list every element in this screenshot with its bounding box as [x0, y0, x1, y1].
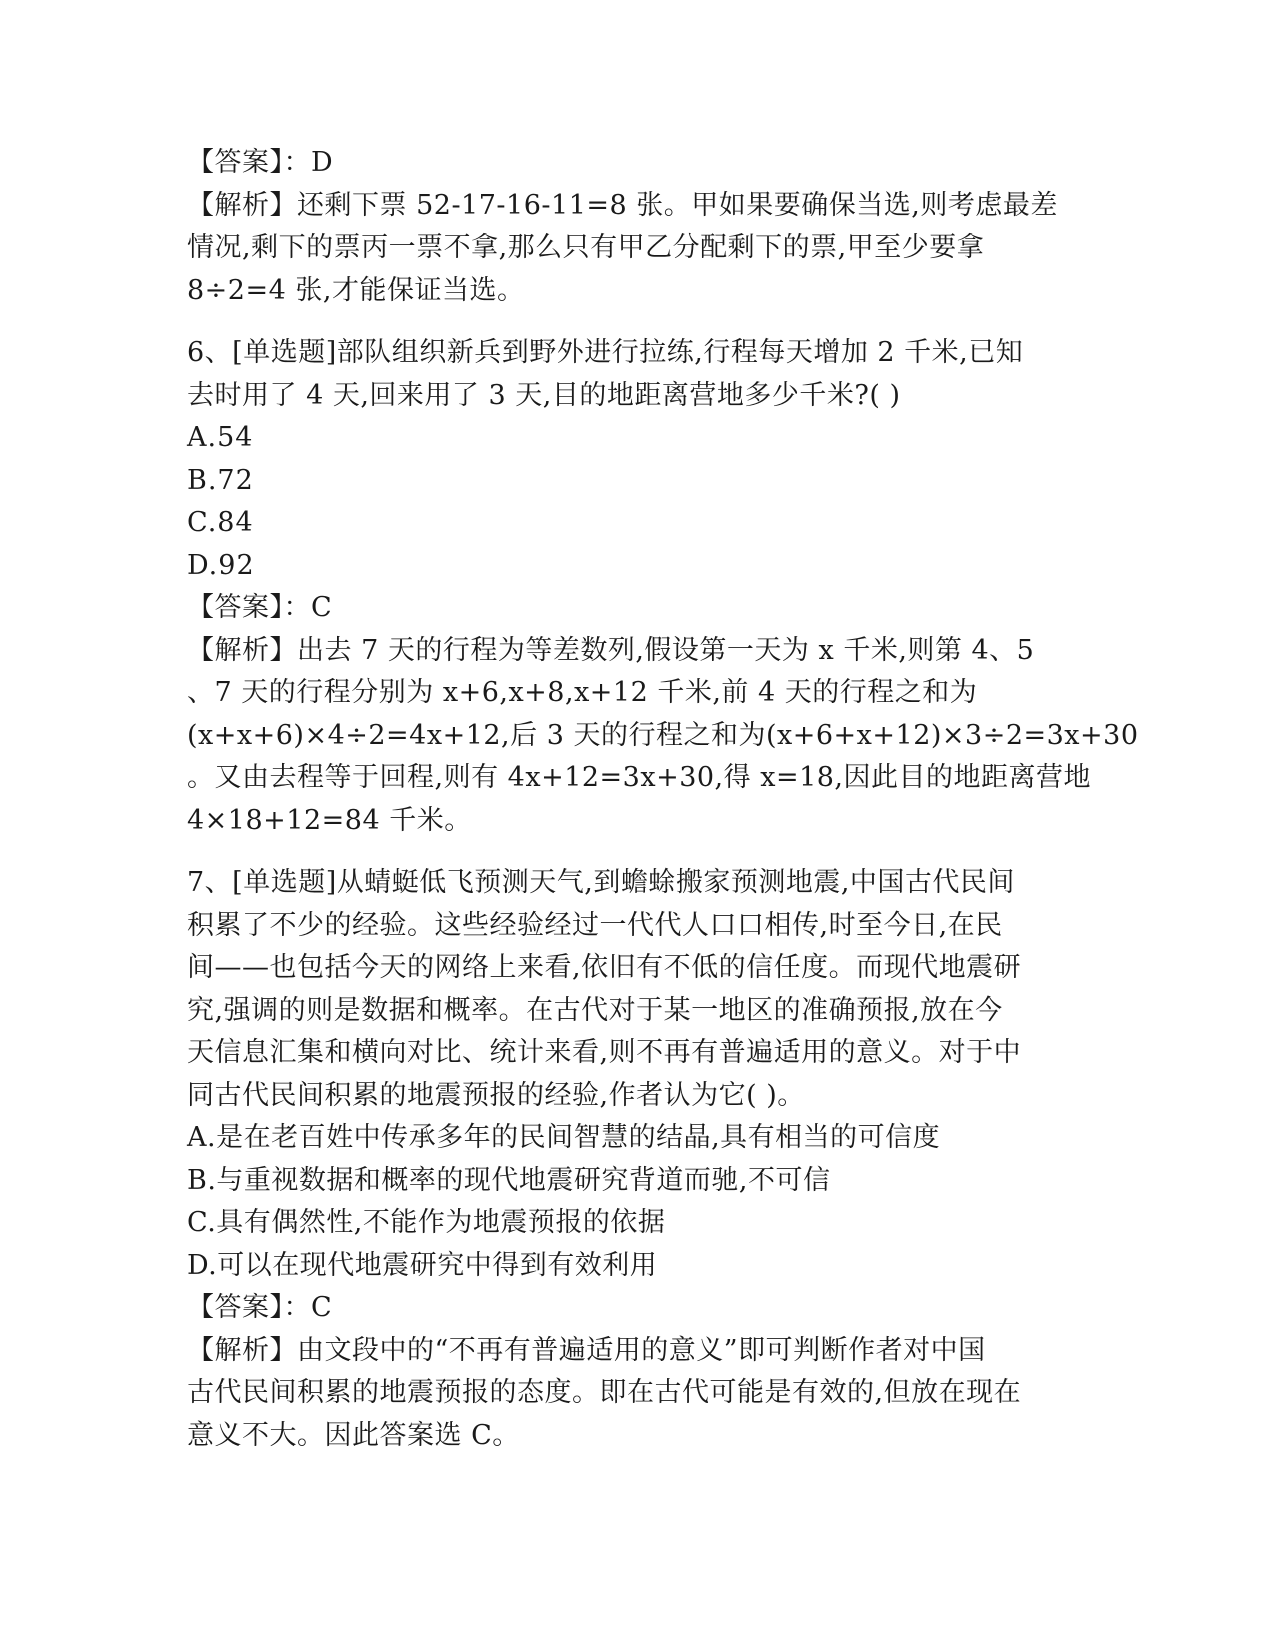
document-page: [187, 142, 1139, 1457]
q5-analysis-line: 情况,剩下的票丙一票不拿,那么只有甲乙分配剩下的票,甲至少要拿: [187, 232, 985, 263]
q5-analysis-line: 8÷2=4 张,才能保证当选。: [187, 274, 525, 306]
q7-option-b: B.与重视数据和概率的现代地震研究背道而驰,不可信: [187, 1164, 831, 1196]
q7-option-c: C.具有偶然性,不能作为地震预报的依据: [187, 1207, 666, 1238]
q6-analysis-line: (x+x+6)×4÷2=4x+12,后 3 天的行程之和为(x+6+x+12)×3÷2=3x+30: [187, 719, 1139, 751]
q5-analysis-line: 【解析】还剩下票 52-17-16-11=8 张。甲如果要确保当选,则考虑最差: [187, 189, 1058, 221]
q5-answer: 【答案】：D: [187, 147, 334, 178]
q6-analysis-line: 4×18+12=84 千米。: [187, 804, 472, 836]
q6-answer: 【答案】：C: [187, 592, 333, 623]
q7-analysis-line: 意义不大。因此答案选 C。: [187, 1419, 520, 1451]
q7-stem-line: 间——也包括今天的网络上来看,依旧有不低的信任度。而现代地震研: [187, 952, 1022, 983]
q7-stem-line: 积累了不少的经验。这些经验经过一代代人口口相传,时至今日,在民: [187, 909, 1003, 941]
q7-option-a: A.是在老百姓中传承多年的民间智慧的结晶,具有相当的可信度: [187, 1122, 941, 1153]
q6-stem-line: 6、[单选题]部队组织新兵到野外进行拉练,行程每天增加 2 千米,已知: [187, 337, 1024, 368]
q6-option-a: A.54: [187, 422, 254, 453]
q6-option-c: C.84: [187, 507, 254, 538]
q6-analysis-line: 、7 天的行程分别为 x+6,x+8,x+12 千米,前 4 天的行程之和为: [187, 677, 978, 708]
section-gap: [187, 842, 1087, 862]
section-gap: [187, 312, 1087, 332]
q7-stem-line: 同古代民间积累的地震预报的经验,作者认为它( )。: [187, 1079, 805, 1111]
q7-analysis-line: 古代民间积累的地震预报的态度。即在古代可能是有效的,但放在现在: [187, 1377, 1022, 1408]
q7-stem-line: 究,强调的则是数据和概率。在古代对于某一地区的准确预报,放在今: [187, 994, 1003, 1026]
q6-option-b: B.72: [187, 464, 254, 496]
q6-analysis-line: 。又由去程等于回程,则有 4x+12=3x+30,得 x=18,因此目的地距离营地: [187, 762, 1092, 793]
q7-stem-line: 天信息汇集和横向对比、统计来看,则不再有普遍适用的意义。对于中: [187, 1037, 1022, 1068]
q6-stem-line: 去时用了 4 天,回来用了 3 天,目的地距离营地多少千米?( ): [187, 379, 901, 411]
q7-option-d: D.可以在现代地震研究中得到有效利用: [187, 1249, 658, 1281]
q7-answer: 【答案】：C: [187, 1292, 333, 1323]
q6-option-d: D.92: [187, 549, 255, 581]
q7-stem-line: 7、[单选题]从蜻蜓低飞预测天气,到蟾蜍搬家预测地震,中国古代民间: [187, 867, 1015, 898]
q6-analysis-line: 【解析】出去 7 天的行程为等差数列,假设第一天为 x 千米,则第 4、5: [187, 634, 1035, 666]
q7-analysis-line: 【解析】由文段中的“不再有普遍适用的意义”即可判断作者对中国: [187, 1334, 986, 1366]
